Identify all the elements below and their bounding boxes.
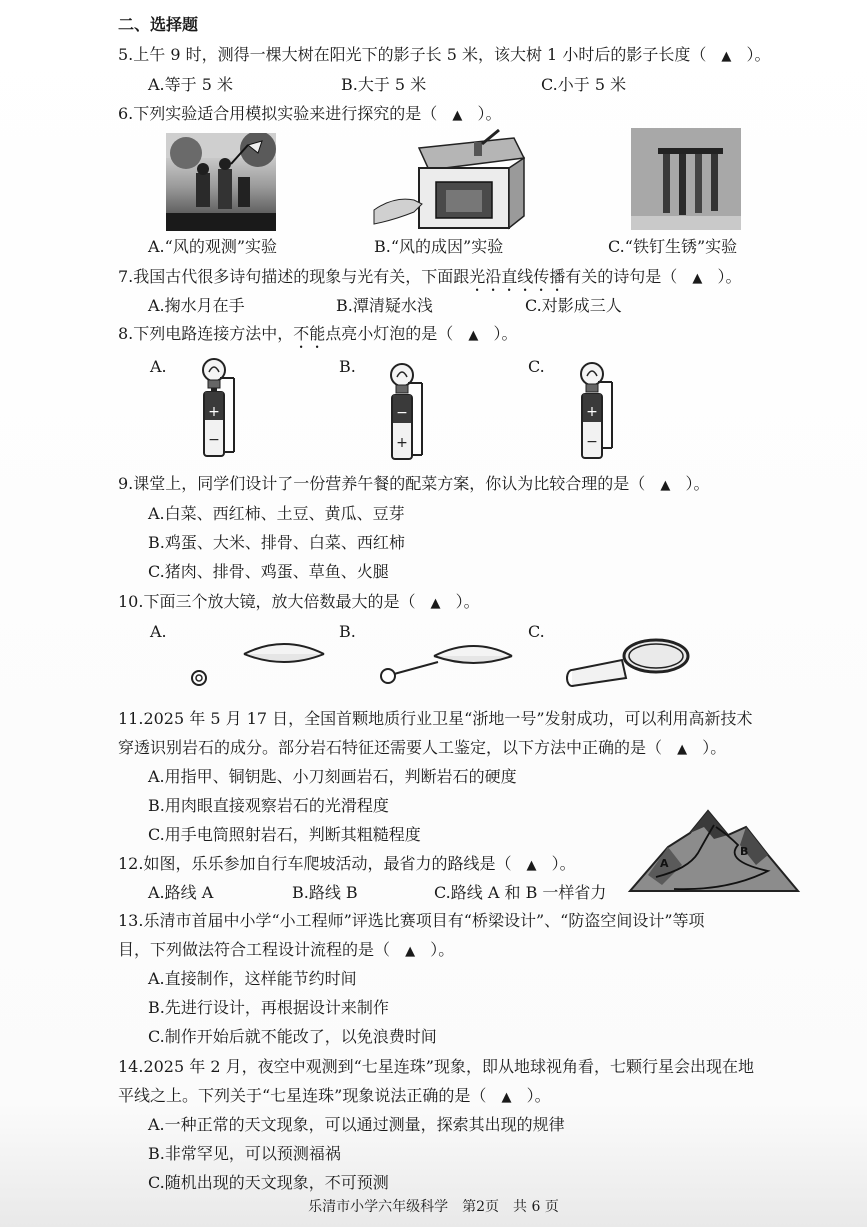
- nail-rust-figure: [631, 128, 741, 230]
- answer-marker: ▲: [692, 271, 703, 286]
- q9-option-b[interactable]: B.鸡蛋、大米、排骨、白菜、西红柿: [148, 533, 405, 552]
- circuit-b-figure: [384, 357, 434, 463]
- battery-minus-sign: −: [208, 432, 220, 448]
- q11-stem-line-1: 11.2025 年 5 月 17 日，全国首颗地质行业卫星“浙地一号”发射成功，可以利用高新技术: [118, 709, 753, 728]
- answer-marker: ▲: [677, 742, 688, 757]
- q13-stem-line-2: 目，下列做法符合工程设计流程的是（: [118, 940, 391, 959]
- q7-option-c[interactable]: C.对影成三人: [525, 296, 622, 315]
- q9-stem: 9.课堂上，同学们设计了一份营养午餐的配菜方案，你认为比较合理的是（: [118, 474, 646, 493]
- circuit-a-figure: [196, 352, 246, 458]
- q8-option-b[interactable]: B.: [339, 357, 356, 376]
- q5-option-a[interactable]: A.等于 5 米: [148, 75, 233, 94]
- q7-stem-2: 有关的诗句是（: [565, 267, 678, 286]
- q7-end: ）。: [717, 267, 742, 286]
- q7-stem: 7.我国古代很多诗句描述的现象与光有关，下面跟: [118, 267, 470, 286]
- q14-option-b[interactable]: B.非常罕见，可以预测福祸: [148, 1144, 341, 1163]
- q7-option-b[interactable]: B.潭清疑水浅: [336, 296, 433, 315]
- q6-end: ）。: [477, 104, 502, 123]
- answer-marker: ▲: [468, 328, 479, 343]
- route-a-label: A: [660, 857, 669, 870]
- question-9: [118, 473, 709, 497]
- q6-option-a[interactable]: A.“风的观测”实验: [148, 237, 278, 256]
- q14-option-a[interactable]: A.一种正常的天文现象，可以通过测量，探索其出现的规律: [148, 1115, 565, 1134]
- q12-option-b[interactable]: B.路线 B: [292, 883, 358, 902]
- q8-option-c[interactable]: C.: [528, 357, 545, 376]
- q14-stem-line-1: 14.2025 年 2 月，夜空中观测到“七星连珠”现象，即从地球视角看，七颗行星会出现在地: [118, 1057, 754, 1076]
- question-6: [118, 103, 501, 127]
- q5-end: ）。: [746, 45, 771, 64]
- battery-minus-sign: −: [586, 434, 598, 450]
- battery-plus-sign: +: [396, 435, 408, 451]
- q9-option-a[interactable]: A.白菜、西红柿、土豆、黄瓜、豆芽: [148, 504, 405, 523]
- q10-option-a[interactable]: A.: [150, 622, 167, 641]
- answer-marker: ▲: [721, 49, 732, 64]
- circuit-c-figure: [574, 356, 624, 462]
- question-12: [118, 853, 576, 877]
- q14-option-c[interactable]: C.随机出现的天文现象，不可预测: [148, 1173, 389, 1192]
- q8-stem-2: 点亮小灯泡的是（: [325, 324, 454, 343]
- nail-rust-photo: [631, 128, 741, 230]
- wind-cause-figure: [374, 128, 534, 236]
- question-8: [118, 323, 518, 352]
- question-14: [118, 1085, 551, 1109]
- q10-option-b[interactable]: B.: [339, 622, 356, 641]
- q10-end: ）。: [455, 592, 480, 611]
- q6-option-b[interactable]: B.“风的成因”实验: [374, 237, 504, 256]
- battery-minus-sign: −: [396, 405, 408, 421]
- q5-option-b[interactable]: B.大于 5 米: [341, 75, 427, 94]
- answer-marker: ▲: [501, 1090, 512, 1105]
- q11-end: ）。: [702, 738, 727, 757]
- section-title: 二、选择题: [118, 15, 199, 34]
- q11-option-b[interactable]: B.用肉眼直接观察岩石的光滑程度: [148, 796, 389, 815]
- q12-end: ）。: [551, 854, 576, 873]
- answer-marker: ▲: [526, 858, 537, 873]
- q8-option-a[interactable]: A.: [150, 357, 167, 376]
- q13-option-b[interactable]: B.先进行设计，再根据设计来制作: [148, 998, 389, 1017]
- q12-option-a[interactable]: A.路线 A: [148, 883, 214, 902]
- wind-observation-figure: [166, 133, 276, 231]
- q8-end: ）。: [493, 324, 518, 343]
- q14-stem-line-2: 平线之上。下列关于“七星连珠”现象说法正确的是（: [118, 1086, 487, 1105]
- answer-marker: ▲: [660, 478, 671, 493]
- question-10: [118, 591, 480, 615]
- q9-option-c[interactable]: C.猪肉、排骨、鸡蛋、草鱼、火腿: [148, 562, 389, 581]
- q8-emphasis: 不能: [293, 324, 326, 343]
- wind-observation-photo: [166, 133, 276, 231]
- q5-option-c[interactable]: C.小于 5 米: [541, 75, 627, 94]
- page-footer: 乐清市小学六年级科学 第2页 共 6 页: [308, 1199, 559, 1215]
- q11-option-a[interactable]: A.用指甲、铜钥匙、小刀刻画岩石，判断岩石的硬度: [148, 767, 517, 786]
- q8-stem: 8.下列电路连接方法中，: [118, 324, 294, 343]
- q7-emphasis: 光沿直线传播: [469, 267, 566, 286]
- q13-option-c[interactable]: C.制作开始后就不能改了，以免浪费时间: [148, 1027, 437, 1046]
- q6-stem: 6.下列实验适合用模拟实验来进行探究的是（: [118, 104, 438, 123]
- question-13: [118, 939, 454, 963]
- q10-option-c[interactable]: C.: [528, 622, 545, 641]
- battery-plus-sign: +: [208, 404, 220, 420]
- q9-end: ）。: [685, 474, 710, 493]
- magnifier-a-figure: [188, 636, 328, 692]
- magnifier-b-figure: [378, 634, 518, 690]
- q13-stem-line-1: 13.乐清市首届中小学“小工程师”评选比赛项目有“桥梁设计”、“防盗空间设计”等项: [118, 911, 705, 930]
- q10-stem: 10.下面三个放大镜，放大倍数最大的是（: [118, 592, 416, 611]
- q12-option-c[interactable]: C.路线 A 和 B 一样省力: [434, 883, 607, 902]
- magnifier-c-figure: [566, 634, 696, 690]
- question-11: [118, 737, 726, 761]
- answer-marker: ▲: [452, 108, 463, 123]
- q5-stem: 5.上午 9 时，测得一棵大树在阳光下的影子长 5 米，该大树 1 小时后的影子长度（: [118, 45, 707, 64]
- question-5: [118, 44, 771, 68]
- q11-option-c[interactable]: C.用手电筒照射岩石，判断其粗糙程度: [148, 825, 421, 844]
- q13-end: ）。: [430, 940, 455, 959]
- q13-option-a[interactable]: A.直接制作，这样能节约时间: [148, 969, 357, 988]
- q12-stem: 12.如图，乐乐参加自行车爬坡活动，最省力的路线是（: [118, 854, 512, 873]
- q6-option-c[interactable]: C.“铁钉生锈”实验: [608, 237, 738, 256]
- answer-marker: ▲: [405, 944, 416, 959]
- q7-option-a[interactable]: A.掬水月在手: [148, 296, 245, 315]
- answer-marker: ▲: [430, 596, 441, 611]
- route-b-label: B: [740, 845, 749, 858]
- q11-stem-line-2: 穿透识别岩石的成分。部分岩石特征还需要人工鉴定，以下方法中正确的是（: [118, 738, 663, 757]
- q14-end: ）。: [526, 1086, 551, 1105]
- battery-plus-sign: +: [586, 404, 598, 420]
- question-7: [118, 266, 742, 295]
- mountain-figure: [628, 805, 800, 897]
